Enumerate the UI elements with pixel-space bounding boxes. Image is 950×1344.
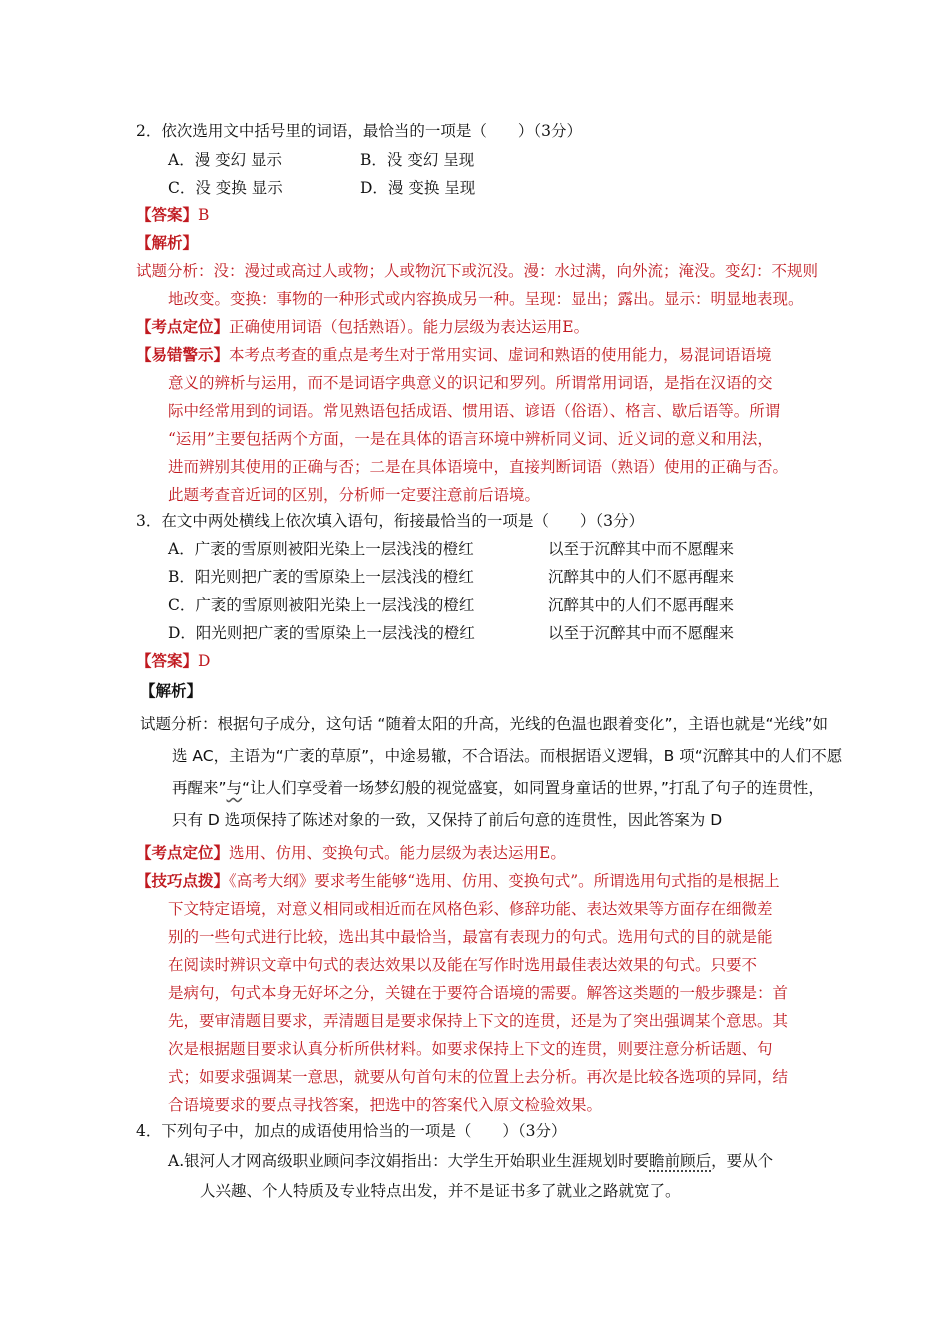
q2-warning-line: 意义的辨析与运用，而不是词语字典意义的识记和罗列。所谓常用词语，是指在汉语的交 <box>168 374 773 392</box>
q3-analysis-line: 选 AC，主语为“广袤的草原”，中途易辙，不合语法。而根据语义逻辑，B 项“沉醉其中的人们不愿 <box>172 747 843 765</box>
q3-option-b-left: B．阳光则把广袤的雪原染上一层浅浅的橙红 <box>168 568 474 586</box>
answer-tag: 【答案】 <box>136 651 199 670</box>
option-segment: ，要从个 <box>711 1152 774 1170</box>
q2-warning-line: 此题考查音近词的区别，分析师一定要注意前后语境。 <box>168 486 541 504</box>
q3-option-d <box>168 623 768 643</box>
q3-tip-line: 在阅读时辨识文章中句式的表达效果以及能在写作时选用最佳表达效果的句式。只要不 <box>168 956 758 974</box>
point-tag: 【考点定位】 <box>136 843 230 862</box>
q4-option-a-line: 人兴趣、个人特质及专业特点出发，并不是证书多了就业之路就宽了。 <box>200 1182 681 1200</box>
q2-option-d: D．漫 变换 呈现 <box>360 179 476 197</box>
q3-analysis-line: 试题分析：根据句子成分，这句话 “随着太阳的升高，光线的色温也跟着变化”，主语也就是“光线”如 <box>140 715 829 733</box>
q3-option-c-right: 沉醉其中的人们不愿再醒来 <box>548 596 735 614</box>
q3-analysis-line: 只有 D 选项保持了陈述对象的一致，又保持了前后句意的连贯性，因此答案为 D <box>172 811 723 829</box>
answer-tag: 【答案】 <box>136 205 199 224</box>
q2-option-c: C．没 变换 显示 <box>168 179 283 197</box>
q3-tip-line: 合语境要求的要点寻找答案，把选中的答案代入原文检验效果。 <box>168 1096 603 1114</box>
answer-value: B <box>198 206 210 224</box>
point-text: 正确使用词语（包括熟语）。能力层级为表达运用E。 <box>229 318 590 336</box>
q3-option-a <box>168 539 768 559</box>
q2-warning-line: “运用”主要包括两个方面，一是在具体的语言环境中辨析同义词、近义词的意义和用法， <box>168 430 773 448</box>
warning-text: 本考点考查的重点是考生对于常用实词、虚词和熟语的使用能力，易混词语语境 <box>229 346 772 364</box>
q3-option-c <box>168 595 768 615</box>
q3-option-a-right: 以至于沉醉其中而不愿醒来 <box>548 540 735 558</box>
q3-stem: 3．在文中两处横线上依次填入语句，衔接最恰当的一项是（ ）（3分） <box>136 512 644 530</box>
q3-tip-line: 先，要审清题目要求，弄清题目是要求保持上下文的连贯，还是为了突出强调某个意思。其 <box>168 1012 789 1030</box>
q2-analysis-line: 试题分析：没：漫过或高过人或物；人或物沉下或沉没。漫：水过满，向外流；淹没。变幻：不规则 <box>136 262 819 280</box>
analysis-segment: “让人们享受着一场梦幻般的视觉盛宴，如同置身童话的世界，”打乱了句子的连贯性， <box>242 779 824 797</box>
q3-answer <box>136 651 210 671</box>
q3-option-b-right: 沉醉其中的人们不愿再醒来 <box>548 568 735 586</box>
q3-tip <box>136 871 780 891</box>
q2-warning <box>136 345 772 365</box>
q2-option-a: A．漫 变幻 显示 <box>168 151 283 169</box>
q3-analysis-tag: 【解析】 <box>140 682 203 700</box>
q2-stem: 2．依次选用文中括号里的词语，最恰当的一项是（ ）（3分） <box>136 122 582 140</box>
q3-analysis-line <box>172 778 824 798</box>
warning-tag: 【易错警示】 <box>136 345 230 364</box>
q3-tip-line: 是病句，句式本身无好坏之分，关键在于要符合语境的需要。解答这类题的一般步骤是：首 <box>168 984 789 1002</box>
q4-option-a <box>168 1151 773 1171</box>
answer-value: D <box>198 652 211 670</box>
option-segment: A.银河人才网高级职业顾问李汶娟指出：大学生开始职业生涯规划时要 <box>168 1152 650 1170</box>
q3-option-a-left: A．广袤的雪原则被阳光染上一层浅浅的橙红 <box>168 540 474 558</box>
q3-option-d-right: 以至于沉醉其中而不愿醒来 <box>548 624 735 642</box>
q2-warning-line: 际中经常用到的词语。常见熟语包括成语、惯用语、谚语（俗语）、格言、歇后语等。所谓 <box>168 402 781 420</box>
q2-analysis-line: 地改变。变换：事物的一种形式或内容换成另一种。呈现：显出；露出。显示：明显地表现。 <box>168 290 804 308</box>
q3-tip-line: 式；如要求强调某一意思，就要从句首句末的位置上去分析。再次是比较各选项的异同，结 <box>168 1068 789 1086</box>
q3-option-c-left: C．广袤的雪原则被阳光染上一层浅浅的橙红 <box>168 596 475 614</box>
q3-tip-line: 次是根据题目要求认真分析所供材料。如要求保持上下文的连贯，则要注意分析话题、句 <box>168 1040 773 1058</box>
q2-option-b: B．没 变幻 呈现 <box>360 151 475 169</box>
tip-tag: 【技巧点拨】 <box>136 871 230 890</box>
point-text: 选用、仿用、变换句式。能力层级为表达运用E。 <box>229 844 566 862</box>
analysis-wavy-segment: 与 <box>226 779 243 797</box>
q4-stem: 4．下列句子中，加点的成语使用恰当的一项是（ ）（3分） <box>136 1122 567 1140</box>
q3-tip-line: 下文特定语境，对意义相同或相近而在风格色彩、修辞功能、表达效果等方面存在细微差 <box>168 900 773 918</box>
q2-point <box>136 317 589 337</box>
q3-point <box>136 843 566 863</box>
q2-answer <box>136 205 209 225</box>
analysis-segment: 再醒来” <box>172 779 227 797</box>
point-tag: 【考点定位】 <box>136 317 230 336</box>
q3-tip-line: 别的一些句式进行比较，选出其中最恰当，最富有表现力的句式。选用句式的目的就是能 <box>168 928 773 946</box>
dotted-idiom: 瞻前顾后 <box>649 1152 712 1170</box>
q3-option-b <box>168 567 768 587</box>
tip-text: 《高考大纲》要求考生能够“选用、仿用、变换句式”。所谓选用句式指的是根据上 <box>229 872 780 890</box>
q3-option-d-left: D．阳光则把广袤的雪原染上一层浅浅的橙红 <box>168 624 475 642</box>
q2-analysis-tag: 【解析】 <box>136 233 199 252</box>
q2-warning-line: 进而辨别其使用的正确与否；二是在具体语境中，直接判断词语（熟语）使用的正确与否。 <box>168 458 789 476</box>
